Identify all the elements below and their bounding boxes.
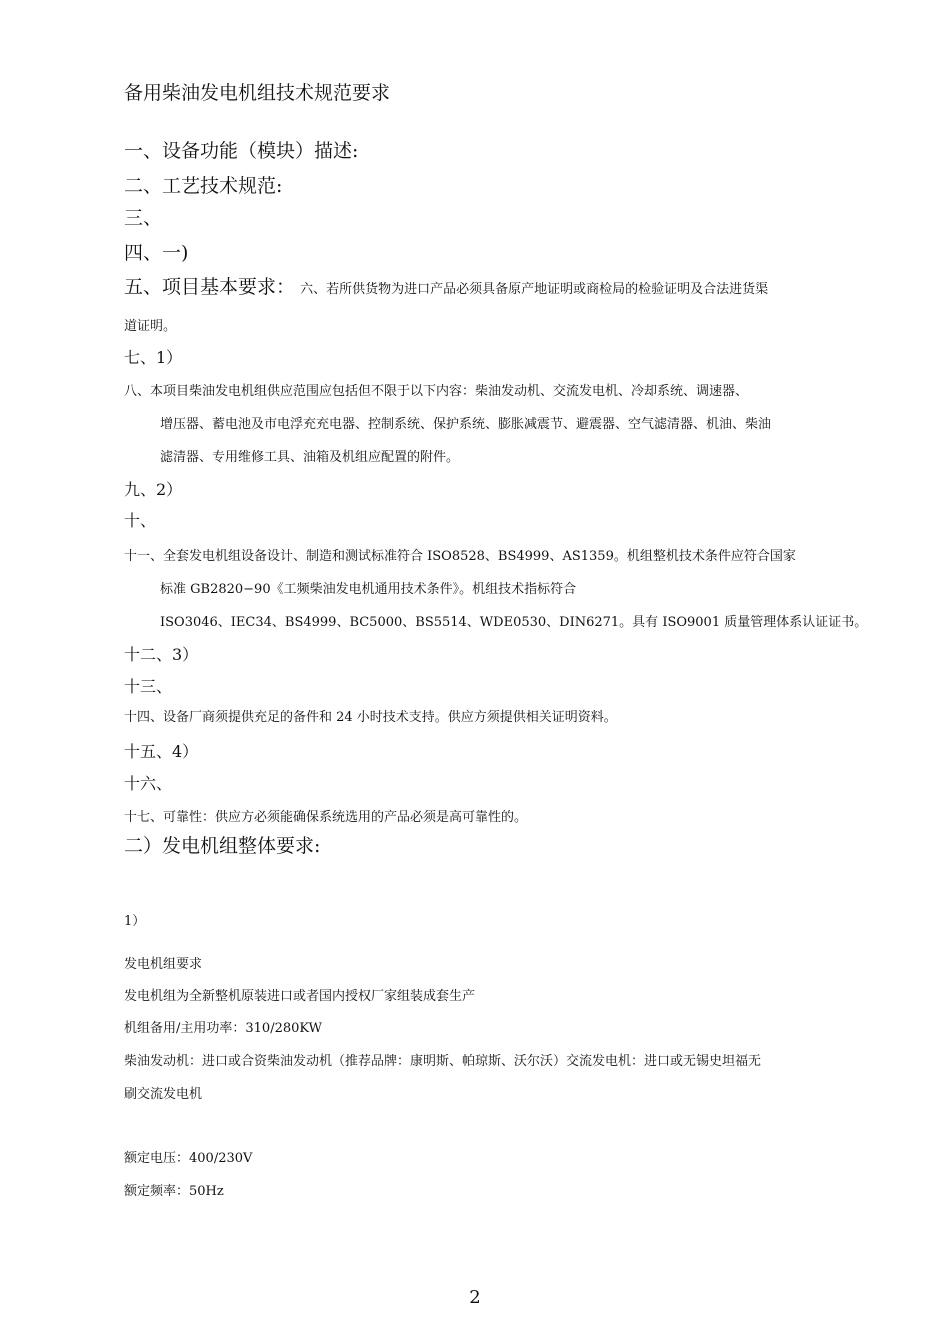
item-8-line-1: 八、本项目柴油发电机组供应范围应包括但不限于以下内容：柴油发动机、交流发电机、冷却系统、调速器、: [124, 384, 749, 399]
item-8-line-3: 滤清器、专用维修工具、油箱及机组应配置的附件。: [160, 450, 460, 465]
heading-1: 一、设备功能（模块）描述:: [124, 140, 359, 162]
item-12: 十二、3）: [124, 645, 199, 664]
item-13: 十三、: [124, 677, 173, 696]
para-1: 1）: [124, 914, 146, 929]
heading-2: 二、工艺技术规范:: [124, 175, 283, 197]
item-11-line-3: ISO3046、IEC34、BS4999、BC5000、BS5514、WDE0530、DIN6271。具有 ISO9001 质量管理体系认证证书。: [160, 615, 868, 630]
para-4: 机组备用/主用功率：310/280KW: [124, 1021, 322, 1036]
heading-4: 四、一): [124, 242, 189, 264]
item-9: 九、2）: [124, 480, 183, 499]
section-2-heading: 二）发电机组整体要求:: [124, 835, 321, 857]
item-17: 十七、可靠性：供应方必须能确保系统选用的产品必须是高可靠性的。: [124, 810, 528, 825]
item-14: 十四、设备厂商须提供充足的备件和 24 小时技术支持。供应方须提供相关证明资料。: [124, 710, 617, 725]
item-8-line-2: 增压器、蓄电池及市电浮充充电器、控制系统、保护系统、膨胀减震节、避震器、空气滤清器、机油、柴油: [160, 417, 772, 432]
item-6-text: 六、若所供货物为进口产品必须具备原产地证明或商检局的检验证明及合法进货渠: [300, 282, 769, 297]
para-5-line-1: 柴油发动机：进口或合资柴油发动机（推荐品牌：康明斯、帕琼斯、沃尔沃）交流发电机：进口或无锡史坦福无: [124, 1054, 762, 1069]
para-7: 额定频率：50Hz: [124, 1184, 224, 1199]
item-11-line-1: 十一、全套发电机组设备设计、制造和测试标准符合 ISO8528、BS4999、AS1359。机组整机技术条件应符合国家: [124, 549, 796, 564]
para-3: 发电机组为全新整机原装进口或者国内授权厂家组装成套生产: [124, 989, 476, 1004]
para-6: 额定电压：400/230V: [124, 1151, 253, 1166]
page-number: 2: [469, 1287, 481, 1308]
para-2: 发电机组要求: [124, 957, 203, 972]
item-5-6: [124, 272, 768, 299]
document-title: 备用柴油发电机组技术规范要求: [124, 82, 391, 104]
item-16: 十六、: [124, 774, 173, 793]
para-5-line-2: 刷交流发电机: [124, 1087, 203, 1102]
item-10: 十、: [124, 511, 157, 530]
item-5-label: 五、项目基本要求：: [124, 276, 296, 298]
item-6-continuation: 道证明。: [124, 319, 177, 334]
item-11-line-2: 标准 GB2820−90《工频柴油发电机通用技术条件》。机组技术指标符合: [160, 582, 577, 597]
item-7: 七、1）: [124, 348, 183, 367]
heading-3: 三、: [124, 207, 163, 229]
item-15: 十五、4）: [124, 742, 199, 761]
